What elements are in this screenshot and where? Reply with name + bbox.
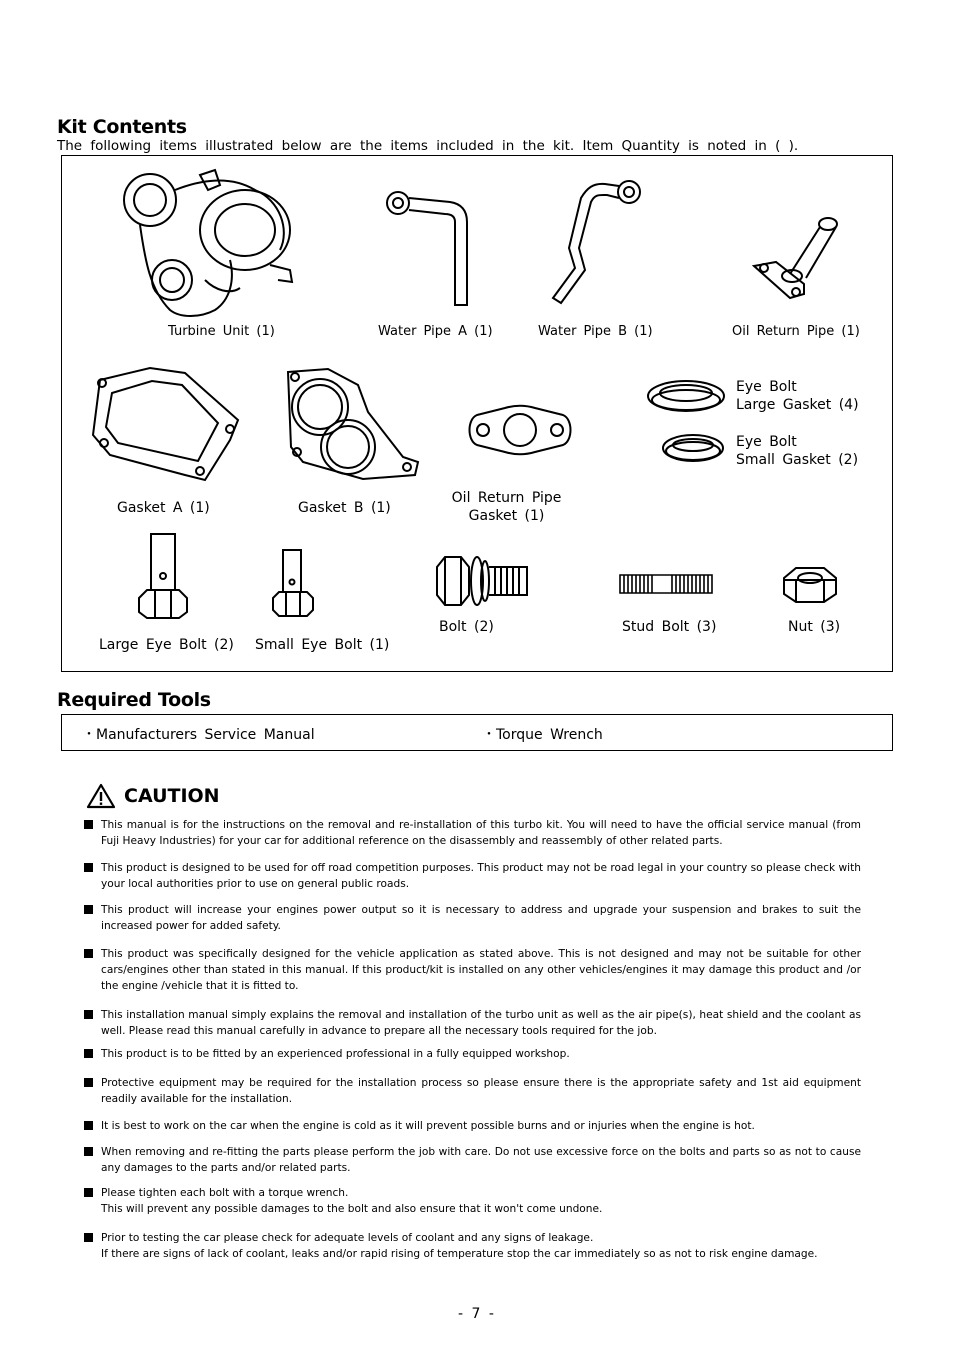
bullet-square-icon [84, 1010, 93, 1019]
caution-bullet-text: This product will increase your engines power output so it is necessary to address and upgrade your suspension and brakes to suit the increased power for added safety. [101, 904, 861, 932]
item-label-large-eye-bolt: Large Eye Bolt (2) [99, 637, 234, 653]
bullet-square-icon [84, 1078, 93, 1087]
page-number: - 7 - [458, 1306, 496, 1322]
item-label-stud-bolt: Stud Bolt (3) [622, 619, 717, 635]
item-label-small-eye-bolt: Small Eye Bolt (1) [255, 637, 390, 653]
tool-service-manual: ・Manufacturers Service Manual [82, 727, 315, 743]
caution-bullet-text: When removing and re-fitting the parts please perform the job with care. Do not use excessive force on the bolts and parts so as not to cause any damages to the parts and/or related parts. [101, 1146, 861, 1174]
item-label-eye-bolt-small-gasket [736, 433, 858, 469]
eye-bolt-small-gasket-line2: Small Gasket (2) [736, 452, 859, 468]
bullet-square-icon [84, 1121, 93, 1130]
item-label-gasket-b: Gasket B (1) [298, 500, 391, 516]
bullet-square-icon [84, 1188, 93, 1197]
large-eye-bolt-illustration [137, 532, 189, 620]
caution-bullet-text: This installation manual simply explains the removal and installation of the turbo unit as well as the air pipe(s), heat shield and the coolant as well. Please read this manual carefully in advance to prepare all the necessary tools required for the job. [101, 1009, 861, 1037]
bullet-square-icon [84, 1147, 93, 1156]
gasket-a-illustration [90, 365, 240, 485]
required-tools-box [61, 714, 893, 751]
bullet-square-icon [84, 863, 93, 872]
warning-triangle-icon [86, 783, 116, 809]
small-eye-bolt-illustration [271, 548, 315, 618]
item-label-water-pipe-b: Water Pipe B (1) [538, 324, 653, 339]
eye-bolt-small-gasket-line1: Eye Bolt [736, 434, 797, 450]
bolt-illustration [433, 553, 531, 609]
water-pipe-a-illustration [385, 190, 475, 310]
item-label-water-pipe-a: Water Pipe A (1) [378, 324, 493, 339]
oil-return-pipe-gasket-illustration [465, 405, 575, 455]
caution-bullet-text: Please tighten each bolt with a torque wrench. This will prevent any possible damages to the bolt and also ensure that it won't come undone. [101, 1187, 603, 1215]
oil-return-pipe-gasket-line1: Oil Return Pipe [451, 490, 562, 506]
caution-bullet-text: It is best to work on the car when the engine is cold as it will prevent possible burns and or injuries when the engine is hot. [101, 1120, 755, 1132]
tool-torque-wrench: ・Torque Wrench [482, 727, 603, 743]
caution-bullet-text: This product is to be fitted by an experienced professional in a fully equipped workshop. [101, 1048, 570, 1060]
eye-bolt-large-gasket-illustration [645, 378, 727, 414]
required-tools-heading: Required Tools [57, 689, 211, 711]
stud-bolt-illustration [618, 572, 714, 596]
bullet-square-icon [84, 1233, 93, 1242]
kit-contents-intro: The following items illustrated below are the items included in the kit. Item Quantity is noted in ( ). [57, 138, 799, 154]
item-label-nut: Nut (3) [788, 619, 841, 635]
caution-bullet-text: Protective equipment may be required for the installation process so please ensure there is the appropriate safety and 1st aid equipment readily available for the installation. [101, 1077, 861, 1105]
item-label-turbine-unit: Turbine Unit (1) [168, 324, 275, 339]
item-label-oil-return-pipe: Oil Return Pipe (1) [732, 324, 860, 339]
caution-bullet-text: Prior to testing the car please check for adequate levels of coolant and any signs of leakage. If there are signs of lack of coolant, leaks and/or rapid rising of temperature stop the car immediately so as not to risk engine damage. [101, 1232, 818, 1260]
bullet-square-icon [84, 820, 93, 829]
caution-bullet-text: This manual is for the instructions on the removal and re-installation of this turbo kit. You will need to have the official service manual (from Fuji Heavy Industries) for your car for additional reference on the disassembly and reassembly of other related parts. [101, 819, 861, 847]
caution-bullet-text: This product was specifically designed for the vehicle application as stated above. This is not designed and may not be suitable for other cars/engines other than stated in this manual. If this product/kit is installed on any other vehicles/engines it may damage this product and /or the engine /vehicle that it is fitted to. [101, 948, 861, 992]
item-label-bolt: Bolt (2) [439, 619, 494, 635]
bullet-square-icon [84, 949, 93, 958]
kit-contents-heading: Kit Contents [57, 116, 187, 138]
water-pipe-b-illustration [545, 178, 645, 306]
item-label-gasket-a: Gasket A (1) [117, 500, 210, 516]
gasket-b-illustration [283, 367, 423, 482]
eye-bolt-small-gasket-illustration [660, 432, 726, 464]
caution-bullet-text: This product is designed to be used for off road competition purposes. This product may not be road legal in your country so please check with your local authorities prior to use on general public roads. [101, 862, 861, 890]
bullet-square-icon [84, 1049, 93, 1058]
eye-bolt-large-gasket-line1: Eye Bolt [736, 379, 797, 395]
item-label-oil-return-pipe-gasket [449, 489, 564, 525]
item-label-eye-bolt-large-gasket [736, 378, 859, 414]
nut-illustration [782, 566, 838, 604]
caution-title: CAUTION [124, 785, 220, 807]
oil-return-pipe-illustration [752, 212, 842, 302]
turbine-unit-illustration [120, 170, 300, 320]
bullet-square-icon [84, 905, 93, 914]
eye-bolt-large-gasket-line2: Large Gasket (4) [736, 397, 859, 413]
oil-return-pipe-gasket-line2: Gasket (1) [468, 508, 545, 524]
